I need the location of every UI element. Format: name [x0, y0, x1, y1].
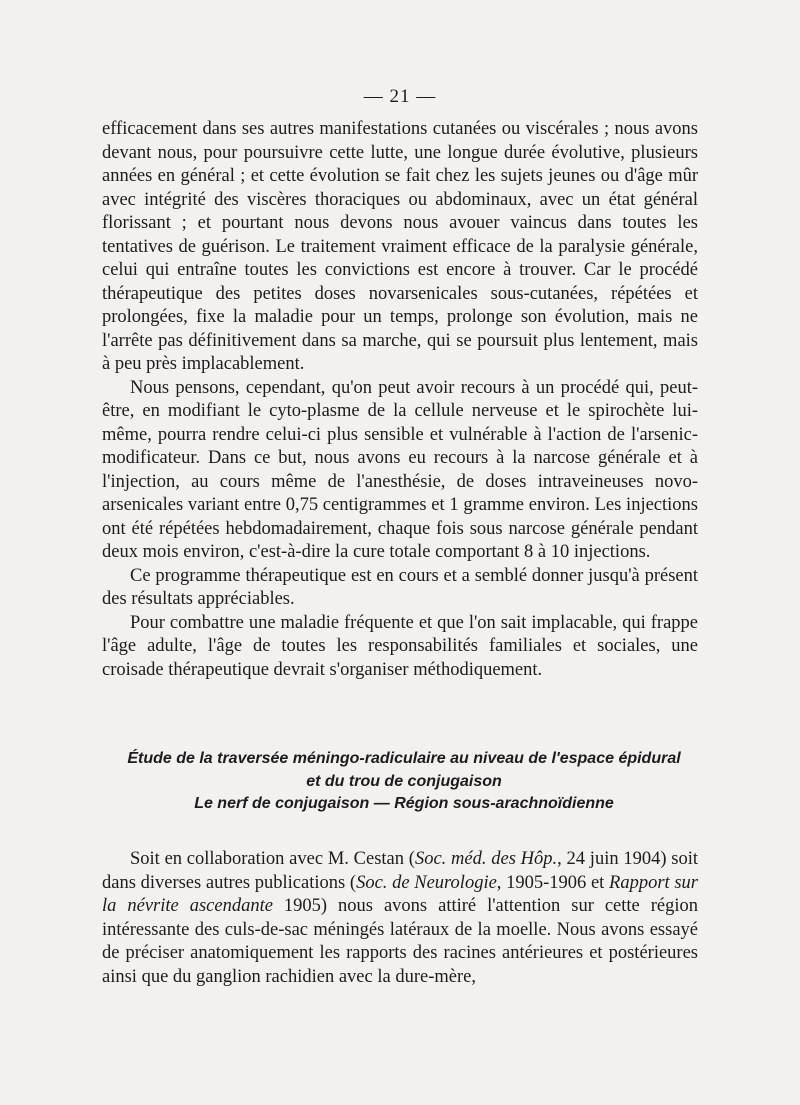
- citation: Soc. méd. des Hôp.: [414, 849, 558, 869]
- citation: Rapport sur la névrite ascendante: [102, 872, 698, 916]
- section-heading-line-1: Étude de la traversée méningo-radiculaire au niveau de l'espace épidural: [127, 750, 681, 767]
- body-text: [102, 118, 698, 682]
- page-number: — 21 —: [363, 86, 437, 107]
- text-run: Soit en collaboration avec M. Cestan (: [130, 849, 415, 869]
- text-run: , 24 juin 1904) soit dans diverses autres publications (: [102, 849, 698, 893]
- citation: Soc. de Neurologie: [356, 872, 497, 893]
- section-heading-line-2: et du trou de conjugaison: [306, 772, 502, 790]
- paragraph: [102, 848, 698, 989]
- text-run: 1905) nous avons attiré l'attention sur cette région intéressante des culs-de-sac méningés latéraux de la moelle. Nous avons essayé de préciser anatomiquement les rapports des racines antérieures et postérieures ainsi que du ganglion rachidien avec la dure-mère,: [102, 896, 699, 987]
- section-heading: [102, 748, 706, 816]
- paragraph: Pour combattre une maladie fréquente et que l'on sait implacable, qui frappe l'âge adulte, l'âge de toutes les responsabilités familiales et sociales, une croisade thérapeutique devrait s'organiser méthodiquement.: [102, 612, 698, 680]
- paragraph: Ce programme thérapeutique est en cours et a semblé donner jusqu'à présent des résultats appréciables.: [102, 565, 698, 609]
- paragraph-continuation: efficacement dans ses autres manifestations cutanées ou viscérales ; nous avons devant nous, pour poursuivre cette lutte, une longue durée évolutive, plusieurs années en général ; et cette évolution se fait chez les sujets jeunes ou d'âge mûr avec intégrité des viscères thoraciques ou abdominaux, avec un état général florissant ; et pourtant nous devons nous avouer vaincus dans toutes les tentatives de guérison. Le traitement vraiment efficace de la paralysie générale, celui qui entraîne toutes les convictions est encore à trouver. Car le procédé thérapeutique des petites doses novarsenicales sous-cutanées, répétées et prolongées, fixe la maladie pour un temps, prolonge son évolution, mais ne l'arrête pas définitivement dans sa marche, qui se poursuit plus lentement, mais à peu près implacablement.: [102, 119, 698, 374]
- paragraph: Nous pensons, cependant, qu'on peut avoir recours à un procédé qui, peut-être, en modifiant le cyto-plasme de la cellule nerveuse et le spirochète lui-même, pourra rendre celui-ci plus sensible et vulnérable à l'action de l'arsenic-modificateur. Dans ce but, nous avons eu recours à la narcose générale et à l'injection, au cours même de l'anesthésie, de doses intraveineuses novo-arsenicales variant entre 0,75 centigrammes et 1 gramme environ. Les injections ont été répétées hebdomadairement, chaque fois sous narcose générale pendant deux mois environ, c'est-à-dire la cure totale comportant 8 à 10 injections.: [102, 377, 698, 562]
- text-run: , 1905-1906 et: [496, 872, 610, 893]
- section-body-text: [102, 848, 698, 989]
- section-heading-line-3: Le nerf de conjugaison — Région sous-arachnoïdienne: [194, 795, 614, 812]
